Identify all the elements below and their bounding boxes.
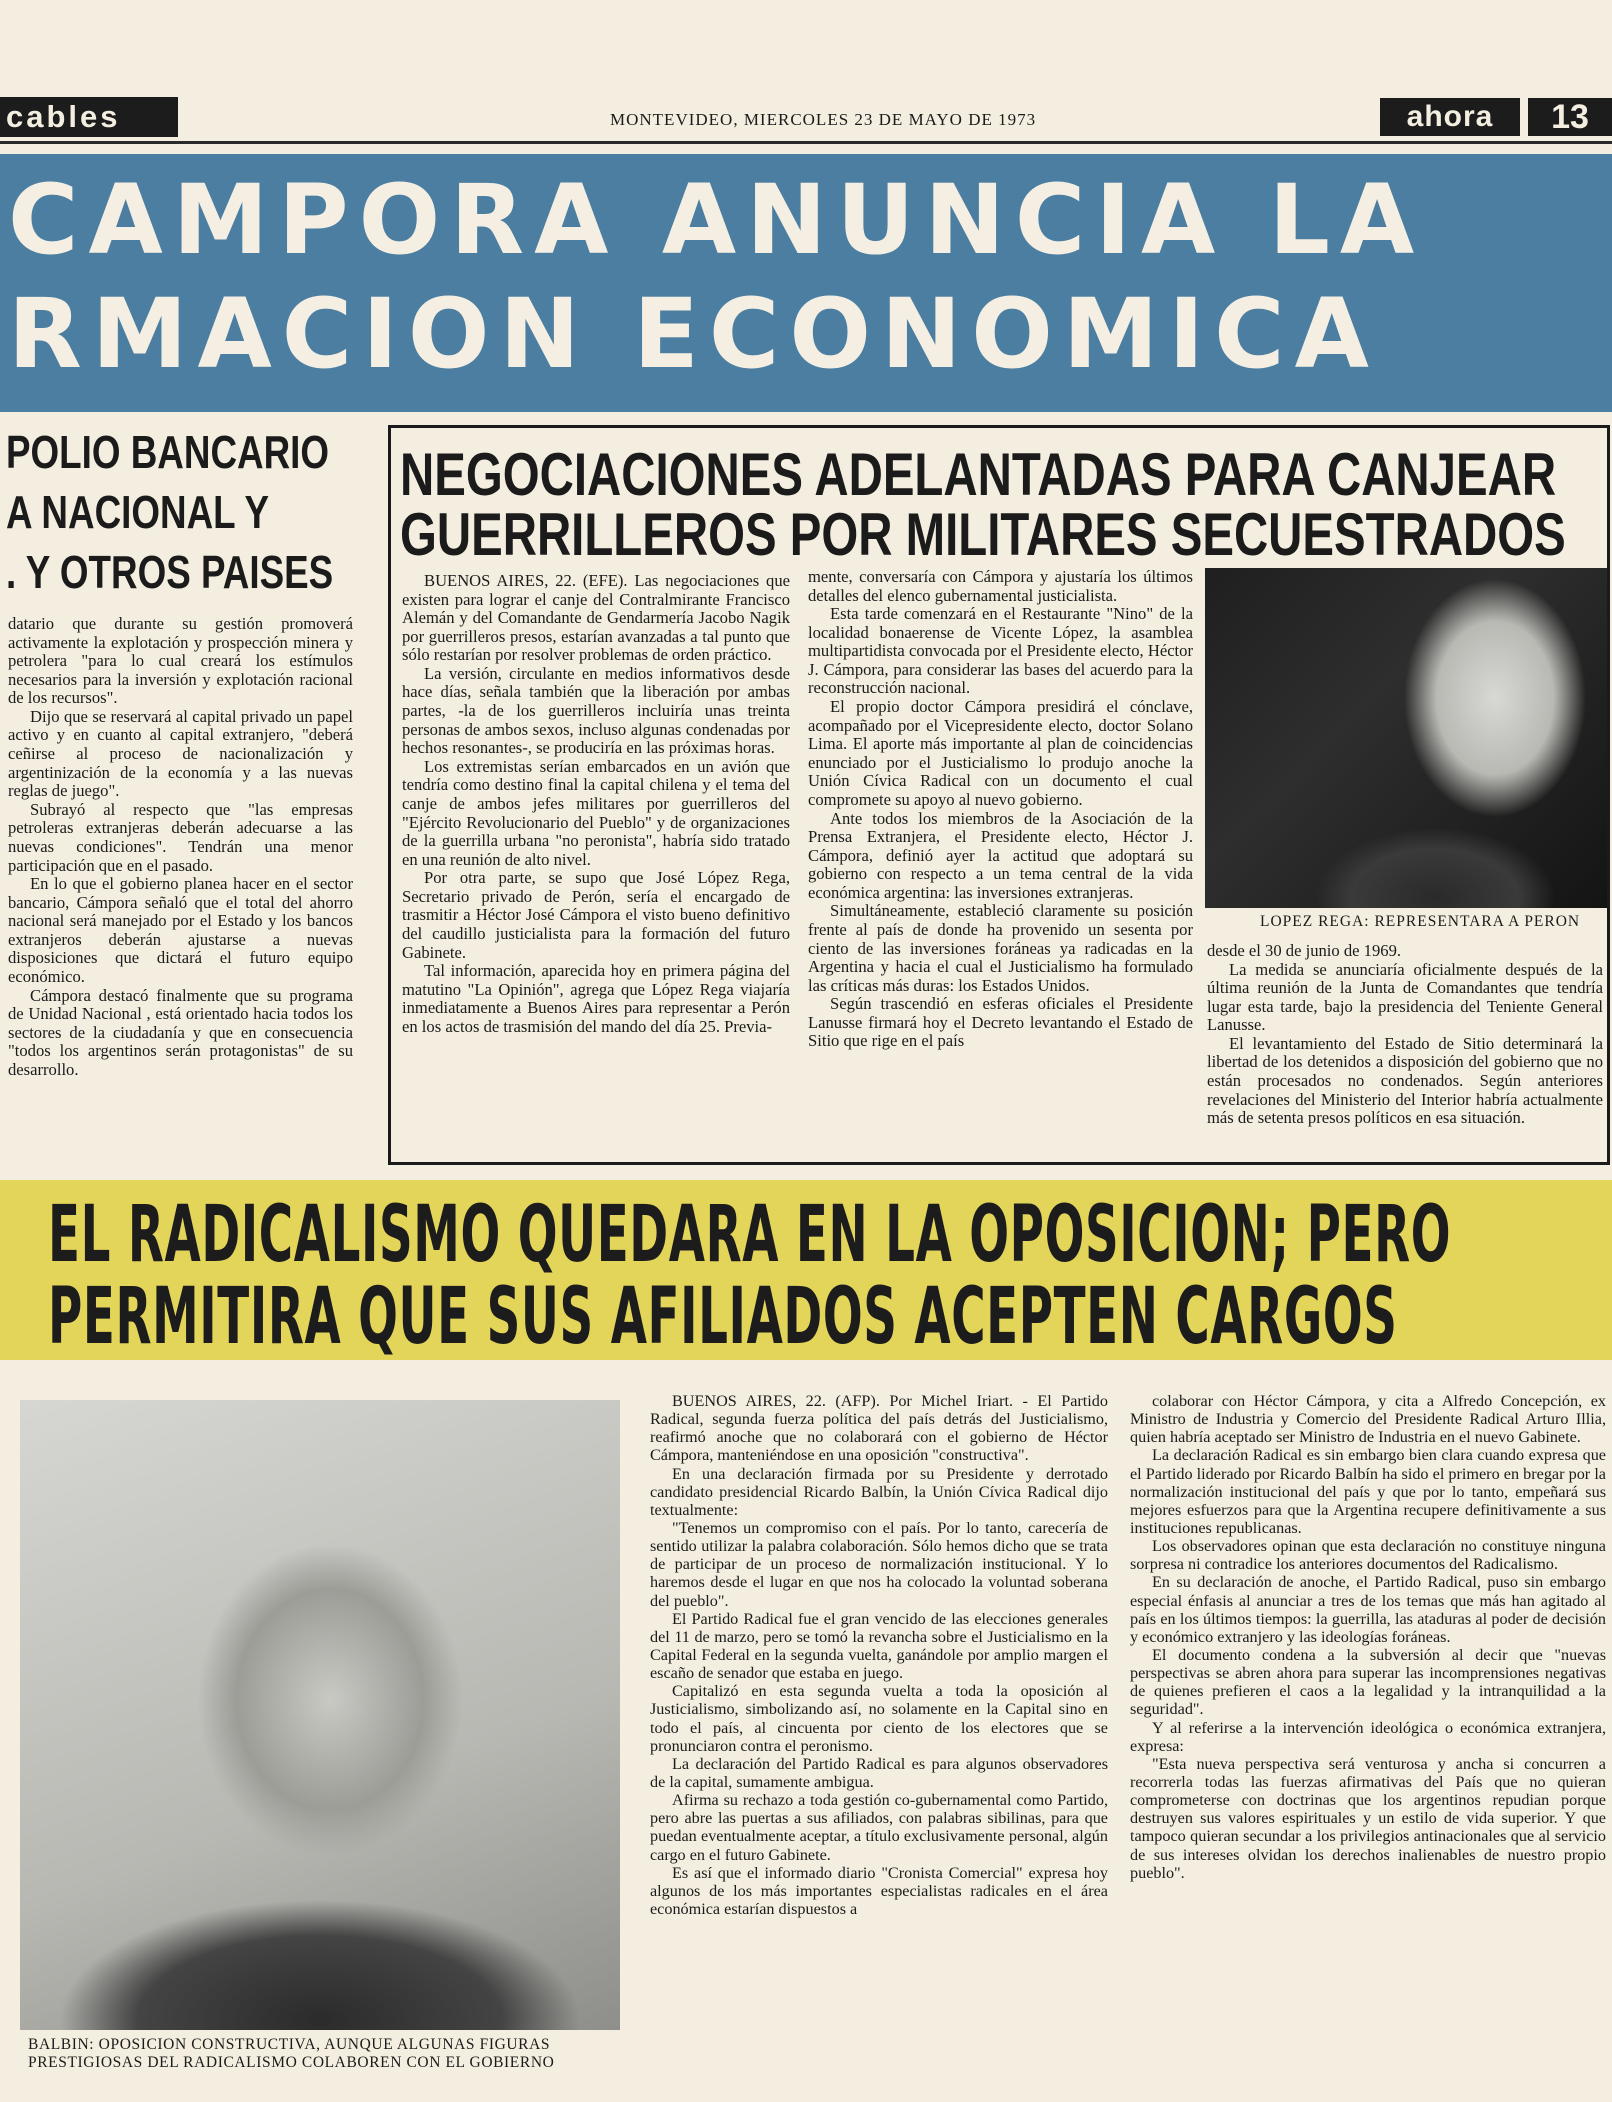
neg-paragraph: Tal información, aparecida hoy en primera página del matutino "La Opinión", agrega que López Rega viajaría inmediatamente a Buenos Aires para representar a Perón en los actos de trasmisión del mando del día 25. Previa- xyxy=(402,961,790,1036)
radical-paragraph: Los observadores opinan que esta declaración no constituye ninguna sorpresa ni contradice los anteriores documentos del Radicalismo. xyxy=(1130,1537,1606,1574)
neg-paragraph: Ante todos los miembros de la Asociación de la Prensa Extranjera, el Presidente electo, Héctor J. Cámpora, definió ayer la actitud que adoptará su gobierno con respecto a un tema central de la vida económica argentina: las inversiones extranjeras. xyxy=(808,808,1193,902)
newspaper-name: ahora xyxy=(1380,98,1520,136)
main-banner xyxy=(0,154,1612,412)
banner-line-2: RMACION ECONOMICA xyxy=(8,278,1379,390)
radical-paragraph: En su declaración de anoche, el Partido Radical, puso sin embargo especial énfasis al anunciar a tres de los temas que más han agitado al país en los últimos tiempos: la guerrilla, las ataduras al poder de decisión y económico extranjero y las ideologías foráneas. xyxy=(1130,1573,1606,1646)
balbin-photo xyxy=(20,1400,620,2030)
neg-paragraph: Simultáneamente, estableció claramente su posición frente al país de donde ha provenido un sesenta por ciento de las inversiones foráneas ya radicadas en la Argentina y hacia el cual el Justicialismo ha formulado las críticas más duras: los Estados Unidos. xyxy=(808,901,1193,995)
side-paragraph: Cámpora destacó finalmente que su programa de Unidad Nacional , está orientado hacia todos los sectores de la ciudadanía y que en consecuencia "todos los argentinos serán protagonistas" de su desarrollo. xyxy=(8,985,353,1079)
radicalism-headline-band xyxy=(0,1180,1612,1360)
page-number: 13 xyxy=(1528,98,1612,136)
radicalism-column-2 xyxy=(1130,1392,1606,1882)
radical-paragraph: "Tenemos un compromiso con el país. Por lo tanto, carecería de sentido utilizar la palabra colaboración. Sólo hemos dicho que se trata de participar de un proceso de normalización institucional. Y lo haremos desde el lugar en que nos ha colocado la voluntad soberana del pueblo". xyxy=(650,1518,1108,1610)
radicalism-headline-1: EL RADICALISMO QUEDARA EN LA OPOSICION; PERO xyxy=(48,1190,1452,1280)
radical-paragraph: La declaración Radical es sin embargo bien clara cuando expresa que el Partido liderado por Ricardo Balbín ha sido el primero en bregar por la normalización institucional del país y que por lo tanto, empeñará sus mejores esfuerzos para que la Argentina recupere definitivamente a sus instituciones republicanas. xyxy=(1130,1446,1606,1537)
neg-paragraph: El propio doctor Cámpora presidirá el cónclave, acompañado por el Vicepresidente electo, doctor Solano Lima. El aporte más importante al plan de coincidencias enunciado por el Justicialismo lo produjo anoche la Unión Cívica Radical con un documento el cual compromete su apoyo al nuevo gobierno. xyxy=(808,697,1193,809)
radical-paragraph: El documento condena a la subversión al decir que "nuevas perspectivas se abren ahora para superar las incomprensiones negativas de quienes prefieren el caos a la legalidad y la intranquilidad a la seguridad". xyxy=(1130,1645,1606,1719)
side-article-body xyxy=(8,615,353,1079)
negotiations-column-2 xyxy=(808,568,1193,1051)
side-paragraph: Subrayó al respecto que "las empresas petroleras extranjeras deberán adecuarse a las nuevas condiciones". Tendrán una menor participación que en el pasado. xyxy=(8,799,353,875)
radicalism-column-1 xyxy=(650,1392,1108,1918)
neg-paragraph: La medida se anunciaría oficialmente después de la última reunión de la Junta de Comandantes que tendría lugar esta tarde, bajo la presidencia del Teniente General Lanusse. xyxy=(1207,959,1603,1035)
neg-paragraph: mente, conversaría con Cámpora y ajustaría los últimos detalles del elenco gubernamental justicialista. xyxy=(808,567,1193,605)
balbin-caption-line-2: PRESTIGIOSAS DEL RADICALISMO COLABOREN CON EL GOBIERNO xyxy=(28,2053,555,2071)
radical-paragraph: "Esta nueva perspectiva será venturosa y ancha si concurren a recorrerla todas las fuerzas afirmativas del País que no quieran comprometerse con doctrinas que los argentinos repudian porque destruyen sus valores espirituales y un estilo de vida superior. Y que tampoco quieran secundar a los privilegios antinacionales que al servicio de sus intereses olvidan los derechos inalienables de nuestro propio pueblo". xyxy=(1130,1754,1606,1882)
side-paragraph: Dijo que se reservará al capital privado un papel activo y en cuanto al capital extranjero, "deberá ceñirse al proceso de nacionalización y argentinización de la economía y a las nuevas reglas de juego". xyxy=(8,706,353,801)
negotiations-column-1 xyxy=(402,572,790,1036)
side-paragraph: datario que durante su gestión promoverá activamente la explotación y prospección minera y petrolera "para lo cual creará los estímulos necesarios para la inversión y explotación racional de los recursos". xyxy=(8,614,353,708)
lopez-rega-caption: LOPEZ REGA: REPRESENTARA A PERON xyxy=(1260,913,1581,930)
radical-paragraph: En una declaración firmada por su Presidente y derrotado candidato presidencial Ricardo Balbín, la Unión Cívica Radical dijo textualmente: xyxy=(650,1464,1108,1519)
radical-paragraph: El Partido Radical fue el gran vencido de las elecciones generales del 11 de marzo, pero se tomó la revancha sobre el Justicialismo en la Capital Federal en la segunda vuelta, ganándole por amplio margen el escaño de senador que estaba en juego. xyxy=(650,1609,1108,1683)
negotiations-headline-1: NEGOCIACIONES ADELANTADAS PARA CANJEAR xyxy=(400,441,1557,508)
radicalism-headline-2: PERMITIRA QUE SUS AFILIADOS ACEPTEN CARGOS xyxy=(48,1272,1398,1362)
neg-paragraph: Los extremistas serían embarcados en un avión que tendría como destino final la capital chilena y el tema del canje de ambos jefes militares por guerrilleros del "Ejército Revolucionario del Pueblo" y de organizaciones de la guerrilla urbana "no peronista", habría sido tratado en una reunión de alto nivel. xyxy=(402,756,790,869)
lopez-rega-photo xyxy=(1205,568,1607,908)
radical-paragraph: Y al referirse a la intervención ideológica o económica extranjera, expresa: xyxy=(1130,1718,1606,1755)
neg-paragraph: La versión, circulante en medios informativos desde hace días, señala también que la liberación por ambas partes, -la de los guerrilleros incluiría unas treinta personas de ambos sexos, incluso algunas condenadas por hechos resonantes-, se produciría en las próximas horas. xyxy=(402,663,790,758)
balbin-caption-line-1: BALBIN: OPOSICION CONSTRUCTIVA, AUNQUE ALGUNAS FIGURAS xyxy=(28,2036,551,2053)
neg-paragraph: Esta tarde comenzará en el Restaurante "Nino" de la localidad bonaerense de Vicente López, la asamblea multipartidista convocada por el Presidente electo, Héctor J. Cámpora, para considerar las bases del acuerdo para la reconstrucción nacional. xyxy=(808,604,1193,698)
neg-paragraph: Por otra parte, se supo que José López Rega, Secretario privado de Perón, sería el encargado de trasmitir a Héctor José Cámpora el visto bueno definitivo del caudillo justicialista para la formación del futuro Gabinete. xyxy=(402,868,790,962)
side-headline-2: A NACIONAL Y xyxy=(6,486,270,538)
side-paragraph: En lo que el gobierno planea hacer en el sector bancario, Cámpora señaló que el total del ahorro nacional será manejado por el Estado y los bancos extranjeros deberán ajustarse a nuevas disposiciones que dictará el futuro equipo económico. xyxy=(8,874,353,986)
side-headline-3: . Y OTROS PAISES xyxy=(6,546,334,598)
neg-paragraph: BUENOS AIRES, 22. (EFE). Las negociaciones que existen para lograr el canje del Contralmirante Francisco Alemán y del Comandante de Gendarmería Jacobo Nagik por guerrilleros presos, estarían avanzadas a tal punto que sólo restarían por resolver problemas de orden práctico. xyxy=(402,571,790,665)
banner-line-1: CAMPORA ANUNCIA LA xyxy=(8,164,1425,276)
dateline: MONTEVIDEO, MIERCOLES 23 DE MAYO DE 1973 xyxy=(610,110,1037,129)
radical-paragraph: colaborar con Héctor Cámpora, y cita a Alfredo Concepción, ex Ministro de Industria y Comercio del Presidente Radical Arturo Illia, quien habría aceptado ser Ministro de Industria en el nuevo Gabinete. xyxy=(1130,1392,1606,1447)
radical-paragraph: Capitalizó en esta segunda vuelta a toda la oposición al Justicialismo, simbolizando así, no solamente en la Capital sino en todo el país, al cincuenta por ciento de los electores que se pronunciaron contra el peronismo. xyxy=(650,1682,1108,1755)
radical-paragraph: Afirma su rechazo a toda gestión co-gubernamental como Partido, pero abre las puertas a sus afiliados, con palabras sibilinas, para que puedan eventualmente aceptar, a título exclusivamente personal, algún cargo en el futuro Gabinete. xyxy=(650,1791,1108,1864)
section-label: cables xyxy=(0,97,178,137)
negotiations-column-3 xyxy=(1207,942,1603,1128)
radical-paragraph: Es así que el informado diario "Cronista Comercial" expresa hoy algunos de los más importantes especialistas radicales en el área económica estarían dispuestos a xyxy=(650,1863,1108,1918)
side-headline-1: POLIO BANCARIO xyxy=(6,426,330,478)
radical-paragraph: BUENOS AIRES, 22. (AFP). Por Michel Iriart. - El Partido Radical, segunda fuerza política del país detrás del Justicialismo, reafirmó anoche que no colaborará con el gobierno de Héctor Cámpora, manteniéndose en una oposición "constructiva". xyxy=(650,1392,1108,1465)
neg-paragraph: Según trascendió en esferas oficiales el Presidente Lanusse firmará hoy el Decreto levantando el Estado de Sitio que rige en el país xyxy=(808,994,1193,1051)
masthead-rule xyxy=(0,141,1612,144)
radical-paragraph: La declaración del Partido Radical es para algunos observadores de la capital, sumamente ambigua. xyxy=(650,1754,1108,1791)
neg-paragraph: El levantamiento del Estado de Sitio determinará la libertad de los detenidos a disposición del gobierno que no están procesados no condenados. Según anteriores revelaciones del Ministerio del Interior habría actualmente más de setenta presos políticos en esa situación. xyxy=(1207,1033,1603,1128)
balbin-caption xyxy=(28,2036,554,2072)
negotiations-headline-2: GUERRILLEROS POR MILITARES SECUESTRADOS xyxy=(400,501,1566,568)
neg-paragraph: desde el 30 de junio de 1969. xyxy=(1207,941,1402,960)
